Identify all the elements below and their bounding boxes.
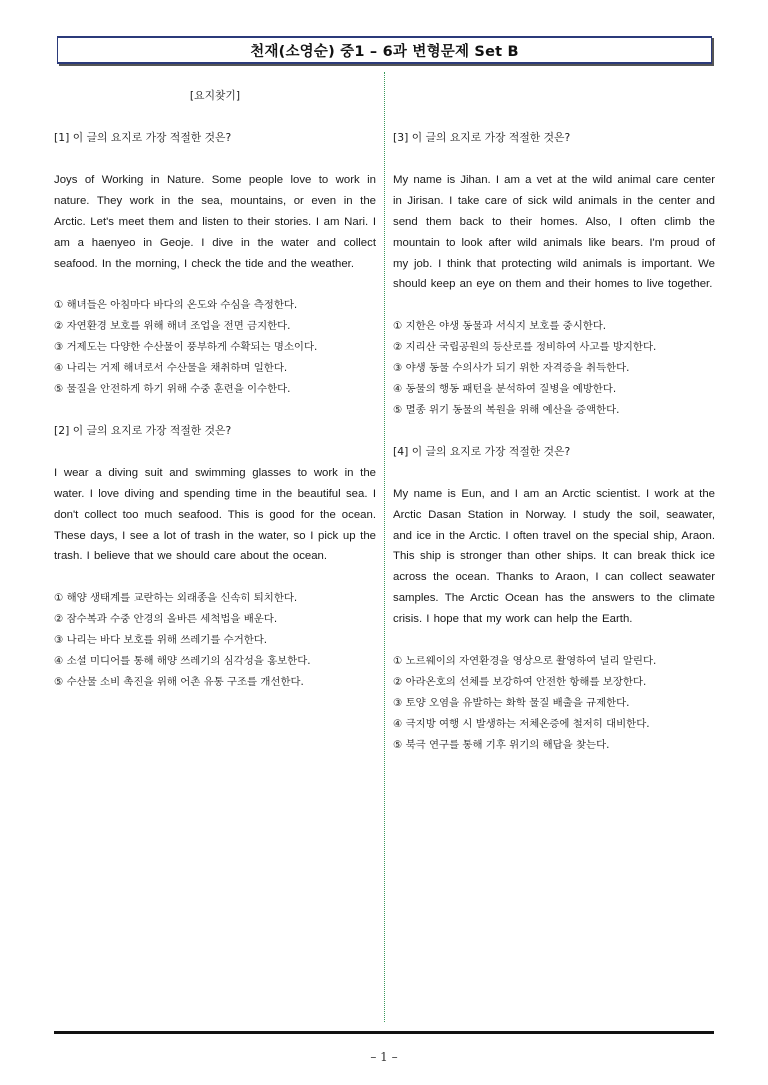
option-3-1: ① 지한은 야생 동물과 서식지 보호를 중시한다. [393,320,607,333]
option-2-4: ④ 소셜 미디어를 통해 해양 쓰레기의 심각성을 홍보한다. [54,655,311,667]
option-2-1: ① 해양 생태계를 교란하는 외래종을 신속히 퇴치한다. [54,592,298,605]
question-4: [4] 이 글의 요지로 가장 적절한 것은? [393,444,571,458]
page-title: 천재(소영순) 중1 – 6과 변형문제 Set B [57,36,712,64]
option-3-4: ④ 동물의 행동 패턴을 분석하여 질병을 예방한다. [393,383,617,396]
options-1 [54,295,376,399]
left-column [54,86,376,693]
question-2: [2] 이 글의 요지로 가장 적절한 것은? [54,423,232,437]
options-4 [393,651,715,755]
option-1-2: ② 자연환경 보호를 위해 해녀 조업을 전면 금지한다. [54,320,291,333]
option-1-5: ⑤ 물질을 안전하게 하기 위해 수중 훈련을 이수한다. [54,383,291,395]
passage-3: My name is Jihan. I am a vet at the wild animal care center in Jirisan. I take care of sick wild animals in the center and send them back to their homes. Also, I often climb the mountain to look after wild animals like bears. I'm proud of my job. I think that protecting wild animals is important. We should keep an eye on them and their homes to live together. [393,173,715,291]
option-3-2: ② 지리산 국립공원의 등산로를 정비하여 사고를 방지한다. [393,341,657,354]
question-1: [1] 이 글의 요지로 가장 적절한 것은? [54,131,232,144]
right-column [393,86,715,756]
page-number: – 1 – [370,1050,398,1064]
option-2-2: ② 잠수복과 수중 안경의 올바른 세척법을 배운다. [54,613,278,626]
section-label: [요지찾기] [189,89,241,102]
option-1-3: ③ 거제도는 다양한 수산물이 풍부하게 수확되는 명소이다. [54,341,318,354]
passage-1: Joys of Working in Nature. Some people love to work in nature. They work in the sea, mountains, or even in the Arctic. Let's meet them and listen to their stories. I am Nari. I am a haenyeo in Geoje. I dive in the water and collect seafood. In the morning, I check the tide and the weather. [54,173,376,270]
footer-rule [54,1031,714,1034]
option-4-3: ③ 토양 오염을 유발하는 화학 물질 배출을 규제한다. [393,696,630,709]
passage-2: I wear a diving suit and swimming glasses to work in the water. I love diving and spending time in the beautiful sea. I don't collect too much seafood. This is good for the ocean. These days, I see a lot of trash in the water, so I pick up the trash. I believe that we should care about the ocean. [54,466,376,563]
option-4-4: ④ 극지방 여행 시 발생하는 저체온증에 철저히 대비한다. [393,717,650,730]
option-1-4: ④ 나리는 거제 해녀로서 수산물을 채취하며 일한다. [54,362,288,375]
option-3-3: ③ 야생 동물 수의사가 되기 위한 자격증을 취득한다. [393,362,630,375]
column-divider [384,72,385,1022]
option-2-5: ⑤ 수산물 소비 촉진을 위해 어촌 유통 구조를 개선한다. [54,675,304,688]
option-4-5: ⑤ 북극 연구를 통해 기후 위기의 해답을 찾는다. [393,738,610,751]
option-4-2: ② 아라온호의 선체를 보강하여 안전한 항해를 보장한다. [393,675,647,688]
option-3-5: ⑤ 멸종 위기 동물의 복원을 위해 예산을 증액한다. [393,403,620,416]
option-4-1: ① 노르웨이의 자연환경을 영상으로 촬영하여 널리 알린다. [393,655,657,668]
question-3: [3] 이 글의 요지로 가장 적절한 것은? [393,131,571,144]
option-1-1: ① 해녀들은 아침마다 바다의 온도와 수심을 측정한다. [54,299,298,312]
option-2-3: ③ 나리는 바다 보호를 위해 쓰레기를 수거한다. [54,634,268,647]
options-3 [393,316,715,420]
passage-4: My name is Eun, and I am an Arctic scientist. I work at the Arctic Dasan Station in Norway. I study the soil, seawater, and ice in the Arctic. I often travel on the special ship, Araon. This ship is stronger than other ships. It can break thick ice across the ocean. Thanks to Araon, I can collect seawater samples. The Arctic Ocean has the answers to the climate crisis. I hope that my work can help the Earth. [393,487,715,626]
options-2 [54,588,376,692]
